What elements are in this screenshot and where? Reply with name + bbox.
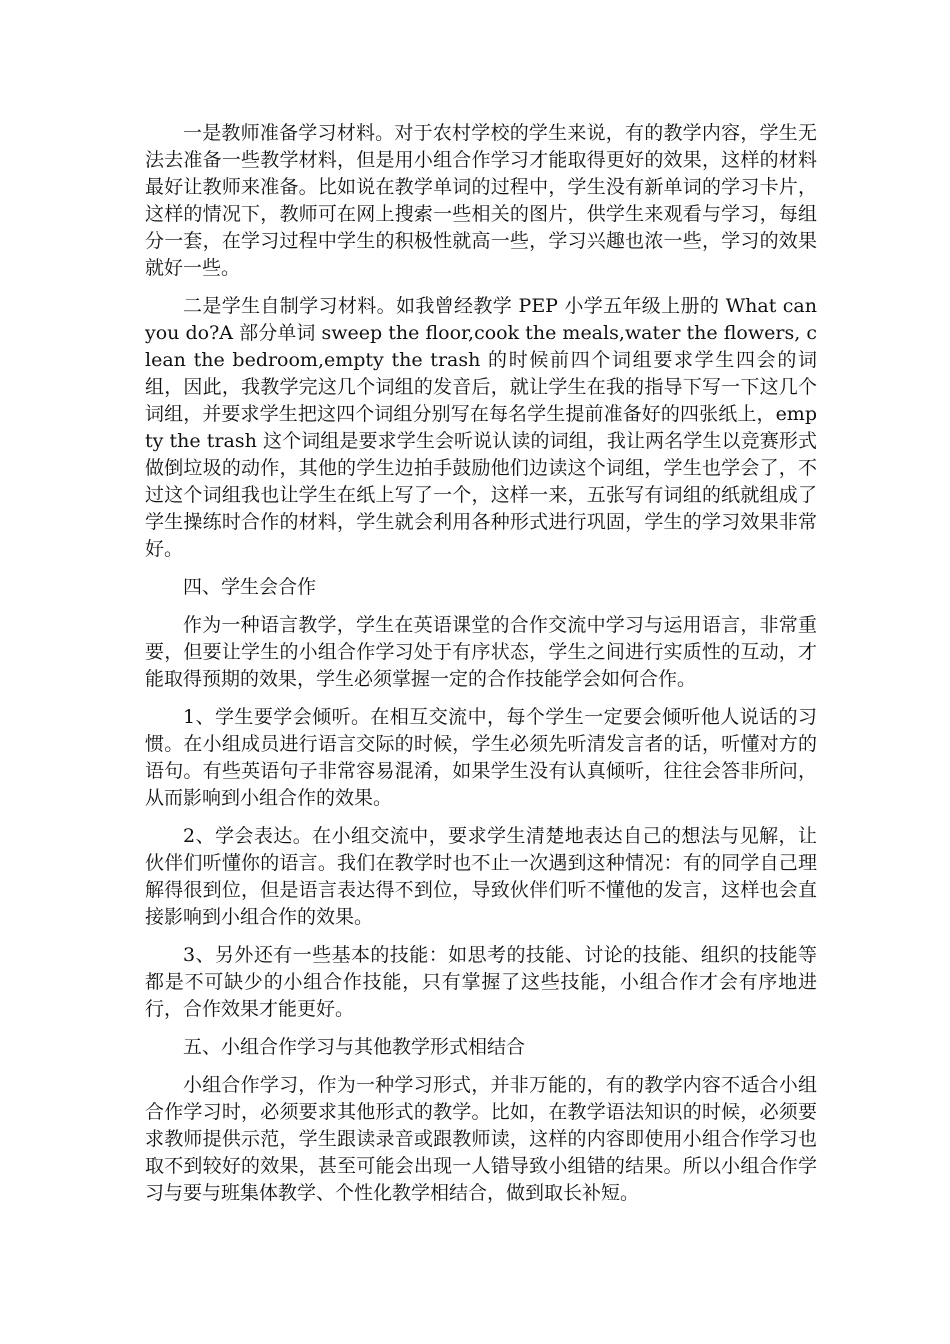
- paragraph-teacher-materials: 一是教师准备学习材料。对于农村学校的学生来说，有的教学内容，学生无法去准备一些教学材料，但是用小组合作学习才能取得更好的效果，这样的材料最好让教师来准备。比如说在教学单词的过程中，学生没有新单词的学习卡片，这样的情况下，教师可在网上搜索一些相关的图片，供学生来观看与学习，每组分一套，在学习过程中学生的积极性就高一些，学习兴趣也浓一些，学习的效果就好一些。: [145, 122, 817, 279]
- paragraph-basic-skills: 3、另外还有一些基本的技能：如思考的技能、讨论的技能、组织的技能等都是不可缺少的小组合作技能，只有掌握了这些技能，小组合作才会有序地进行，合作效果才能更好。: [145, 944, 817, 1020]
- paragraph-student-materials: 二是学生自制学习材料。如我曾经教学 PEP 小学五年级上册的 What can you do?A 部分单词 sweep the floor,cook the meals,water the flowers, clean the bedroom,empty the trash 的时候前四个词组要求学生四会的词组，因此，我教学完这几个词组的发音后，就让学生在我的指导下写一下这几个词组，并要求学生把这四个词组分别写在每名学生提前准备好的四张纸上，empty the trash 这个词组是要求学生会听说认读的词组，我让两名学生以竞赛形式做倒垃圾的动作，其他的学生边拍手鼓励他们边读这个词组，学生也学会了，不过这个词组我也让学生在纸上写了一个，这样一来，五张写有词组的纸就组成了学生操练时合作的材料，学生就会利用各种形式进行巩固，学生的学习效果非常好。: [145, 295, 817, 560]
- section-heading-5: 五、小组合作学习与其他教学形式相结合: [183, 1036, 526, 1058]
- paragraph-cooperation-intro: 作为一种语言教学，学生在英语课堂的合作交流中学习与运用语言，非常重要，但要让学生的小组合作学习处于有序状态，学生之间进行实质性的互动，才能取得预期的效果，学生必须掌握一定的合作技能学会如何合作。: [145, 614, 817, 690]
- document-body: [145, 120, 817, 1218]
- paragraph-listening: 1、学生要学会倾听。在相互交流中，每个学生一定要会倾听他人说话的习惯。在小组成员进行语言交际的时候，学生必须先听清发言者的话，听懂对方的语句。有些英语句子非常容易混淆，如果学生没有认真倾听，往往会答非所问，从而影响到小组合作的效果。: [145, 706, 817, 809]
- paragraph-expression: 2、学会表达。在小组交流中，要求学生清楚地表达自己的想法与见解，让伙伴们听懂你的语言。我们在教学时也不止一次遇到这种情况：有的同学自己理解得很到位，但是语言表达得不到位，导致伙伴们听不懂他的发言，这样也会直接影响到小组合作的效果。: [145, 825, 817, 928]
- section-heading-4: 四、学生会合作: [183, 576, 317, 598]
- paragraph-combined-teaching: 小组合作学习，作为一种学习形式，并非万能的，有的教学内容不适合小组合作学习时，必须要求其他形式的教学。比如，在教学语法知识的时候，必须要求教师提供示范，学生跟读录音或跟教师读，这样的内容即使用小组合作学习也取不到较好的效果，甚至可能会出现一人错导致小组错的结果。所以小组合作学习与要与班集体教学、个性化教学相结合，做到取长补短。: [145, 1074, 817, 1204]
